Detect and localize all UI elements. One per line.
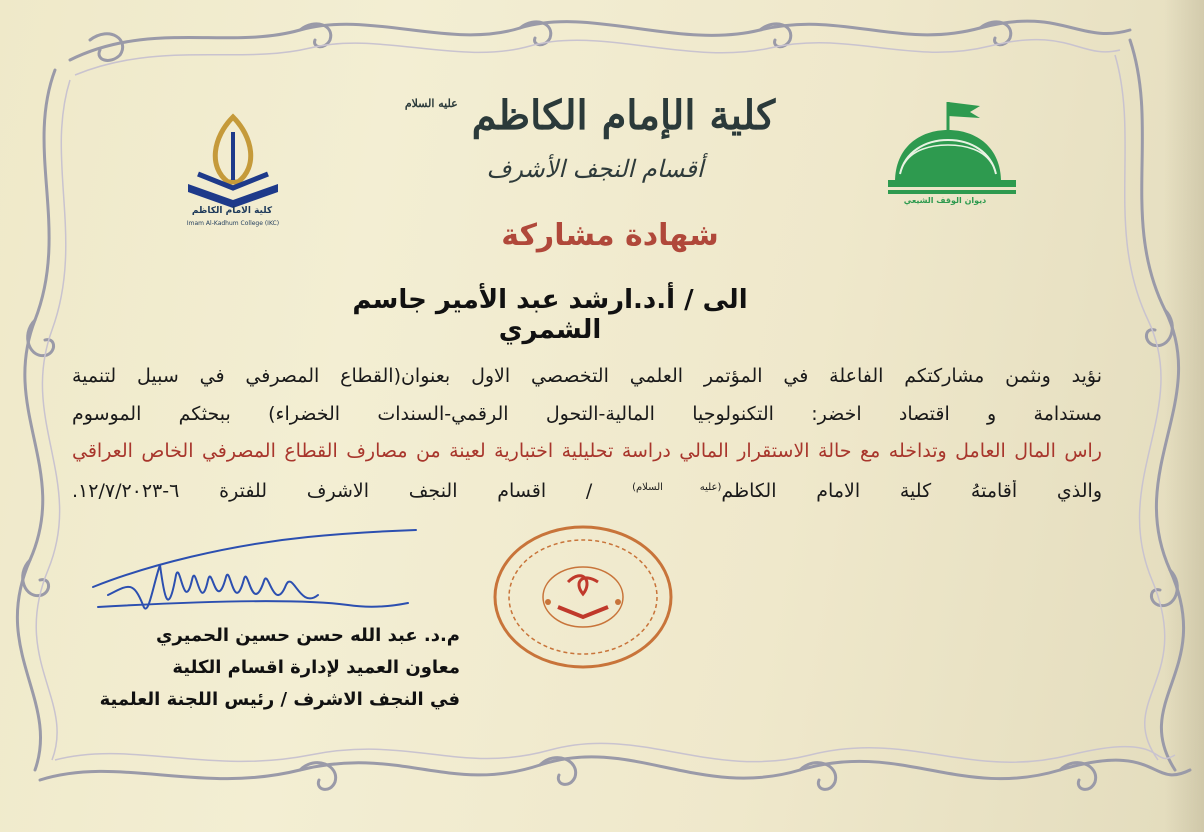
college-honorific: عليه السلام: [404, 97, 458, 110]
college-name: كلية الإمام الكاظم $^{عليه السلام}$: [404, 92, 776, 139]
signatory-block: [90, 620, 460, 716]
right-logo-caption: ديوان الوقف الشيعي: [903, 196, 987, 205]
left-logo-caption-en: Imam Al-Kadhum College (IKC): [186, 220, 280, 227]
certificate-title: شهادة مشاركة: [501, 218, 719, 253]
official-round-stamp-icon: [488, 522, 678, 672]
body-line-4-honorific: (عليه السلام): [632, 482, 722, 493]
body-line-3-research-title: راس المال العامل وتداخله مع حالة الاستقرار المالي دراسة تحليلية اختبارية لعينة من مصارف القطاع المصرفي الخاص العراقي: [72, 440, 1102, 462]
signatory-title-1: معاون العميد لإدارة اقسام الكلية: [172, 657, 460, 678]
green-shrine-dome-logo-icon: [880, 92, 1025, 212]
body-line-4-start: والذي أقامتهُ كلية الامام الكاظم: [721, 480, 1102, 502]
left-logo-caption-ar: كلية الامام الكاظم: [191, 206, 273, 216]
signatory-title-2: في النجف الاشرف / رئيس اللجنة العلمية: [99, 689, 460, 710]
body-line-4-end: / اقسام النجف الاشرف للفترة ٦-١٢/٧/٢٠٢٣.: [72, 480, 593, 502]
body-line-1: نؤيد ونثمن مشاركتكم الفاعلة في المؤتمر العلمي التخصصي الاول بعنوان(القطاع المصرفي في سبيل لتنمية: [72, 365, 1102, 387]
signatory-name: م.د. عبد الله حسن حسين الحميري: [155, 625, 460, 646]
handwritten-signature: [88, 525, 418, 635]
college-subtitle: أقسام النجف الأشرف: [486, 155, 704, 183]
body-line-2: مستدامة و اقتصاد اخضر: التكنولوجيا المالية-التحول الرقمي-السندات الخضراء) ببحثكم الموسوم: [72, 403, 1102, 425]
recipient-name: الى / أ.د.ارشد عبد الأمير جاسم الشمري: [352, 285, 748, 345]
body-line-4: [72, 480, 1102, 502]
